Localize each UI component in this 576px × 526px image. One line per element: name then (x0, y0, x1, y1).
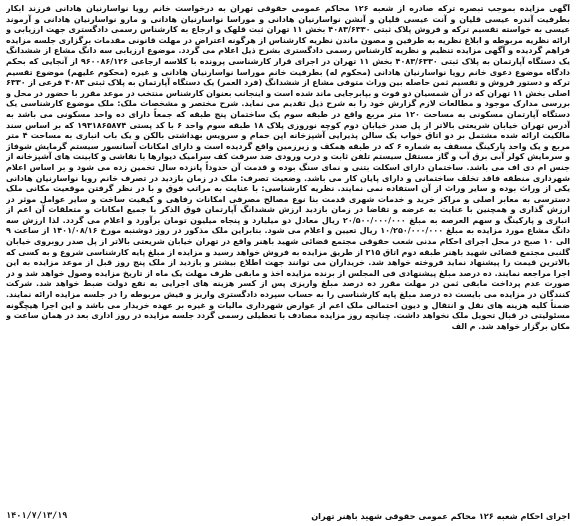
notice-reference-code: ۱۴۰۱/۷/۱۳/۱۹ (6, 511, 68, 521)
notice-footer (6, 511, 570, 522)
legal-notice (6, 4, 570, 522)
issuer-signature: اجرای احکام شعبه ۱۲۶ محاکم عمومی حقوقی شهید باهنر تهران (311, 511, 570, 521)
notice-body-text: آگهی مزایده بموجب تبصره ترکه صادره از شعبه ۱۲۶ محاکم عمومی حقوقی تهران به درخواست خانم رویا نواسارنیان هادانی فرزند ابکار بطرفیت آندره عیسی قلیان و آنت عیسی قلیان و آنشن نواسارنیان هادانی و موراسا نواسارنیان هادانی و مارو نواسارنیان هادانی و آرموند عیسی به خواسته تقسیم ترکه و فروش پلاک ثبتی ۴۰۸۳/۶۳۳۰ بخش ۱۱ تهران ثبت قلهک و ارجاع به کارشناس رسمی دادگستری جهت ارزیابی و ارائه نظریه مربوطه و ابلاغ نظریه به طرفین و مصون ماندن نظریه کارشناس از هرگونه اعتراض در مهلت قانونی مقدمات برگزاری جلسه مزایده فراهم گردیده و آگهی مزایده تنظیم و نظریه کارشناس رسمی دادگستری بشرح ذیل اعلام می گردد. موضوع ارزیابی سه دانگ مشاع از ششدانگ یک دستگاه آپارتمان به پلاک ثبتی ۴۰۸۳/۶۳۳۰ بخش ۱۱ تهران در اجرای قرار کارشناسی پرونده با کلاسه ارجاعی ۹۶۰۰۸۶/۱۲۶ از آنجایی که بحکم دادگاه موضوع دعوی خانم رویا نواسارنیان هادانی (محکوم له) بطرفیت خانم موراسا نواسارنیان هادانی و غیره (محکوم علیهم) موضوع تقسیم ترکه و دستور فروش و تقسیم ثمن حاصله بین وراث متوفی مشاع از ششدانگ (فرد العمر) یک دستگاه آپارتمان به پلاک ثبتی ۴۰۸۳ فرعی از ۶۳۳۰ اصلی بخش ۱۱ تهران که در آن شمسیان دو فوت و بپابرجایی ماند شده است و اینجانب بعنوان کارشناس منتخب در موعد مقرر با حضور در محل و بررسی مدارک موجود و مطالعات لازم گزارش خود را به شرح ذیل تقدیم می نماید. شرح مختصر و مشخصات ملک: ملک موضوع کارشناسی یک دستگاه آپارتمان مسکونی به مساحت ۱۲۰ متر مربع واقع در طبقه سوم یک ساختمان پنج طبقه که جمعاً دارای ده واحد مسکونی می باشد به آدرس تهران خیابان شریعتی بالاتر از پل صدر خیابان دوم کوچه نوروزی پلاک ۱۸ طبقه سوم واحد ۶ با کد پستی ۱۹۳۱۸۶۵۸۷۴ که بر اساس سند مالکیت ارائه شده مشتمل بر دو اتاق خواب یک سالن پذیرایی آشپزخانه اپن حمام و سرویس بهداشتی بالکن و یک باب انباری به مساحت ۴ متر مربع و یک واحد پارکینگ مسقف به شماره ۶ که در طبقه همکف و زیرزمین واقع گردیده است و دارای امکانات آسانسور سیستم گرمایش شوفاژ و سرمایش کولر آبی برق آب و گاز مستقل سیستم تلفن ثابت و درب ورودی ضد سرقت کف سرامیک دیوارها با نقاشی و کابینت های آشپزخانه از جنس ام دی اف می باشد. ساختمان دارای اسکلت بتنی و نمای سنگ بوده و قدمت آن حدوداً پانزده سال تخمین زده می شود و بر اساس اعلام شهرداری منطقه فاقد تخلف ساختمانی و دارای پایان کار می باشد. وضعیت تصرف: ملک در زمان بازدید در تصرف خانم رویا نواسارنیان هادانی یکی از وراث بوده و سایر وراث از آن استفاده نمی نمایند. نظریه کارشناسی: با عنایت به مراتب فوق و با در نظر گرفتن موقعیت مکانی ملک دسترسی به معابر اصلی و مراکز خرید و خدمات شهری قدمت بنا نوع مصالح مصرفی امکانات رفاهی و کیفیت ساخت و سایر عوامل موثر در ارزش گذاری و همچنین با عنایت به عرضه و تقاضا در زمان بازدید ارزش ششدانگ آپارتمان فوق الذکر با جمیع امکانات و متعلقات آن اعم از انباری و پارکینگ و سهم العرصه به مبلغ ۲۰/۵۰۰/۰۰۰/۰۰۰ ریال معادل دو میلیارد و پنجاه میلیون تومان برآورد و اعلام می گردد. لذا ارزش سه دانگ مشاع مورد مزایده به مبلغ ۱۰/۲۵۰/۰۰۰/۰۰۰ ریال تعیین و اعلام می شود. بنابراین ملک مذکور در روز دوشنبه مورخ ۱۴۰۱/۰۸/۱۶ از ساعت ۹ الی ۱۰ صبح در محل اجرای احکام مدنی شعب حقوقی مجتمع قضائی شهید باهنر واقع در تهران خیابان شریعتی بالاتر از پل صدر روبروی خیابان گلنبی مجتمع قضائی شهید باهنر طبقه دوم اتاق ۲۱۵ از طریق مزایده به فروش خواهد رسید و مزایده از مبلغ پایه کارشناسی شروع و به کسی که بالاترین قیمت را پیشنهاد نماید فروخته خواهد شد. خریداران می توانند جهت اطلاع بیشتر و بازدید از ملک پنج روز قبل از موعد مزایده به این اجرا مراجعه نمایند. ده درصد مبلغ پیشنهادی فی المجلس از برنده مزایده اخذ و مابقی ظرف مهلت یک ماه از تاریخ مزایده وصول خواهد شد و در صورت عدم پرداخت مابقی ثمن در مهلت مقرر ده درصد مبلغ واریزی پس از کسر هزینه های اجرایی به نفع دولت ضبط خواهد شد. شرکت کنندگان در مزایده می بایست ده درصد مبلغ پایه کارشناسی را به حساب سپرده دادگستری واریز و فیش مربوطه را در جلسه مزایده ارائه نمایند. ضمناً کلیه هزینه های نقل و انتقال و دیون احتمالی ملک اعم از عوارض شهرداری مالیات و غیره بر عهده خریدار می باشد و این اجرا هیچگونه مسئولیتی در قبال تحویل ملک نخواهد داشت. چنانچه روز مزایده مصادف با تعطیلی رسمی گردد جلسه مزایده در روز اداری بعد در همان ساعت و مکان برگزار خواهد شد. م الف (6, 4, 570, 331)
